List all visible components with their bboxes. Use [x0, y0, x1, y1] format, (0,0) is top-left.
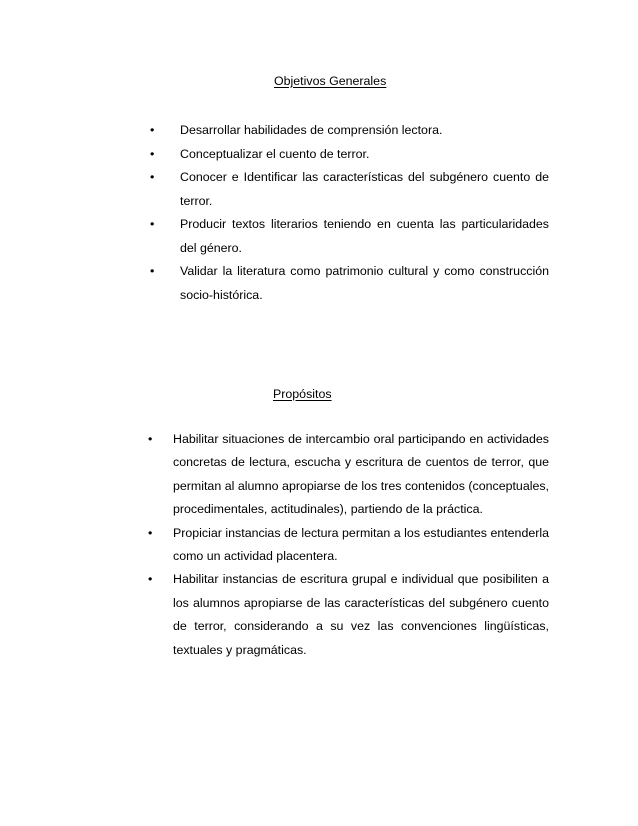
propositos-list [148, 428, 549, 662]
list-item [148, 428, 549, 522]
bullet-icon: • [148, 572, 153, 587]
list-item [150, 143, 549, 167]
list-item [150, 213, 549, 260]
propositos-heading: Propósitos [273, 387, 332, 401]
objetivo-text: Validar la literatura como patrimonio cultural y como construcción socio-histórica. [180, 264, 549, 302]
objetivo-text: Producir textos literarios teniendo en cuenta las particularidades del género. [180, 217, 549, 255]
list-item [150, 119, 549, 143]
objetivos-heading: Objetivos Generales [274, 74, 387, 88]
proposito-text: Habilitar instancias de escritura grupal e individual que posibiliten a los alumnos apropiarse de las características del subgénero cuento de terror, considerando a su vez las convenciones lingüísticas, textuales y pragmáticas. [173, 572, 549, 657]
list-item [148, 568, 549, 662]
bullet-icon: • [150, 264, 155, 278]
proposito-text: Propiciar instancias de lectura permitan a los estudiantes entenderla como un actividad placentera. [173, 525, 549, 564]
list-item [150, 166, 549, 213]
bullet-icon: • [150, 217, 155, 231]
bullet-icon: • [148, 525, 153, 540]
bullet-icon: • [150, 170, 155, 184]
proposito-text: Habilitar situaciones de intercambio oral participando en actividades concretas de lectura, escucha y escritura de cuentos de terror, que permitan al alumno apropiarse de los tres contenidos (conceptuales, procedimentales, actitudinales), partiendo de la práctica. [173, 432, 549, 517]
list-item [148, 522, 549, 569]
objetivo-text: Conceptualizar el cuento de terror. [180, 146, 370, 161]
bullet-icon: • [150, 123, 155, 137]
objetivo-text: Conocer e Identificar las características del subgénero cuento de terror. [180, 170, 549, 208]
list-item [150, 260, 549, 307]
bullet-icon: • [148, 432, 153, 446]
bullet-icon: • [150, 146, 155, 161]
objetivos-list [150, 119, 549, 307]
objetivo-text: Desarrollar habilidades de comprensión lectora. [180, 123, 443, 137]
